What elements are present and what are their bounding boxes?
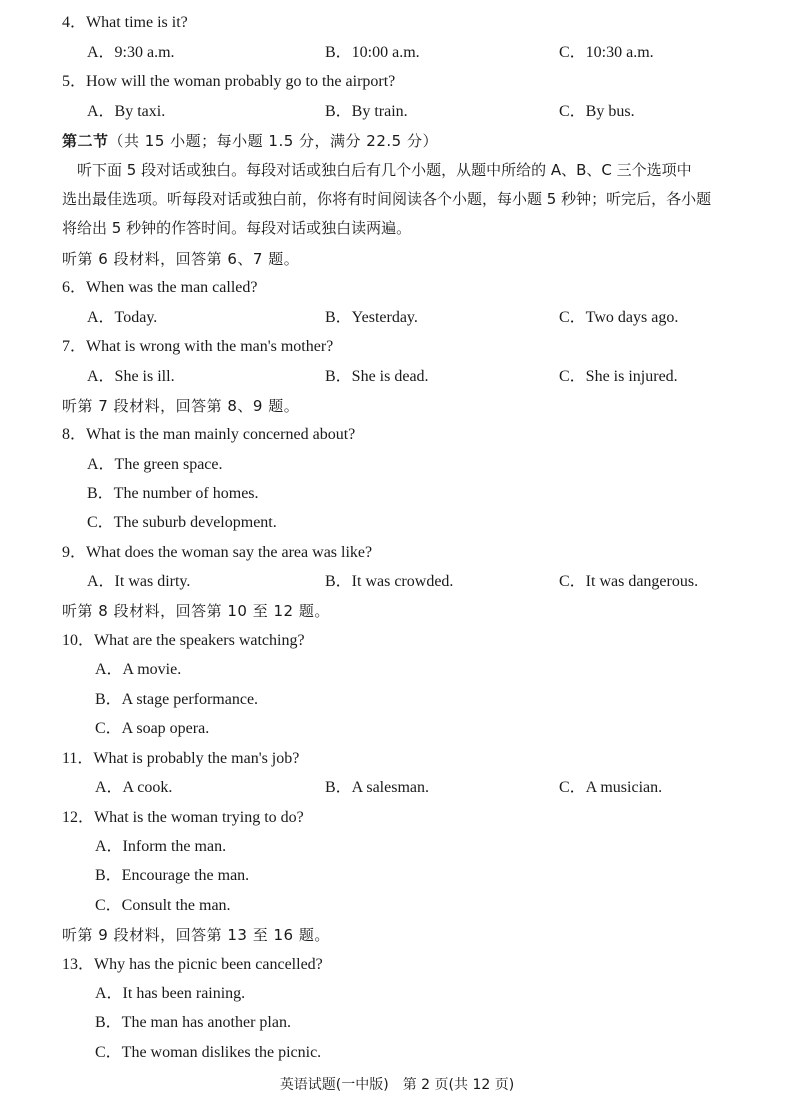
material-8-heading: 听第 8 段材料，回答第 10 至 12 题。 bbox=[62, 602, 330, 620]
question-4-option-a: A．9:30 a.m. bbox=[87, 44, 175, 61]
question-10-option-c: C．A soap opera. bbox=[95, 720, 210, 737]
question-7-option-a: A．She is ill. bbox=[87, 368, 175, 385]
question-11-option-a: A．A cook. bbox=[95, 779, 173, 796]
question-7-stem: 7．What is wrong with the man's mother? bbox=[62, 338, 334, 355]
question-12-option-c: C．Consult the man. bbox=[95, 897, 231, 914]
material-6-heading: 听第 6 段材料，回答第 6、7 题。 bbox=[62, 250, 300, 268]
question-5-stem: 5．How will the woman probably go to the airport? bbox=[62, 73, 396, 90]
question-7-option-c: C．She is injured. bbox=[559, 368, 678, 385]
question-6-option-b: B．Yesterday. bbox=[325, 309, 418, 326]
section-2-heading bbox=[62, 131, 438, 151]
question-9-option-b: B．It was crowded. bbox=[325, 573, 454, 590]
question-5-option-a: A．By taxi. bbox=[87, 103, 166, 120]
instructions-line-1: 听下面 5 段对话或独白。每段对话或独白后有几个小题，从题中所给的 A、B、C 三个选项中 bbox=[62, 161, 692, 179]
question-9-stem: 9．What does the woman say the area was like? bbox=[62, 544, 373, 561]
question-11-stem: 11．What is probably the man's job? bbox=[62, 750, 300, 767]
question-10-option-b: B．A stage performance. bbox=[95, 691, 259, 708]
question-4-option-c: C．10:30 a.m. bbox=[559, 44, 654, 61]
question-13-stem: 13．Why has the picnic been cancelled? bbox=[62, 956, 323, 973]
question-5-option-c: C．By bus. bbox=[559, 103, 635, 120]
question-8-option-c: C．The suburb development. bbox=[87, 514, 277, 531]
section-2-subtitle: （共 15 小题；每小题 1.5 分，满分 22.5 分） bbox=[108, 132, 438, 150]
question-8-option-b: B．The number of homes. bbox=[87, 485, 259, 502]
question-6-option-c: C．Two days ago. bbox=[559, 309, 679, 326]
question-7-option-b: B．She is dead. bbox=[325, 368, 429, 385]
question-10-stem: 10．What are the speakers watching? bbox=[62, 632, 305, 649]
section-2-title: 第二节 bbox=[62, 132, 109, 150]
section-2-instructions bbox=[62, 156, 782, 243]
question-8-option-a: A．The green space. bbox=[87, 456, 223, 473]
question-4-option-b: B．10:00 a.m. bbox=[325, 44, 420, 61]
question-4-stem: 4．What time is it? bbox=[62, 14, 188, 31]
question-9-option-a: A．It was dirty. bbox=[87, 573, 191, 590]
material-9-heading: 听第 9 段材料，回答第 13 至 16 题。 bbox=[62, 926, 330, 944]
question-12-stem: 12．What is the woman trying to do? bbox=[62, 809, 304, 826]
question-11-option-c: C．A musician. bbox=[559, 779, 663, 796]
question-6-option-a: A．Today. bbox=[87, 309, 158, 326]
question-13-option-b: B．The man has another plan. bbox=[95, 1014, 291, 1031]
page-footer: 英语试题(一中版) 第 2 页(共 12 页) bbox=[279, 1077, 515, 1093]
question-8-stem: 8．What is the man mainly concerned about? bbox=[62, 426, 356, 443]
question-12-option-a: A．Inform the man. bbox=[95, 838, 227, 855]
question-12-option-b: B．Encourage the man. bbox=[95, 867, 250, 884]
question-6-stem: 6．When was the man called? bbox=[62, 279, 258, 296]
question-5-option-b: B．By train. bbox=[325, 103, 408, 120]
question-11-option-b: B．A salesman. bbox=[325, 779, 429, 796]
question-13-option-c: C．The woman dislikes the picnic. bbox=[95, 1044, 322, 1061]
material-7-heading: 听第 7 段材料，回答第 8、9 题。 bbox=[62, 397, 300, 415]
question-10-option-a: A．A movie. bbox=[95, 661, 182, 678]
question-9-option-c: C．It was dangerous. bbox=[559, 573, 699, 590]
instructions-line-3: 将给出 5 秒钟的作答时间。每段对话或独白读两遍。 bbox=[62, 219, 412, 237]
question-13-option-a: A．It has been raining. bbox=[95, 985, 246, 1002]
instructions-line-2: 选出最佳选项。听每段对话或独白前，你将有时间阅读各个小题，每小题 5 秒钟；听完后，各小题 bbox=[62, 190, 712, 208]
